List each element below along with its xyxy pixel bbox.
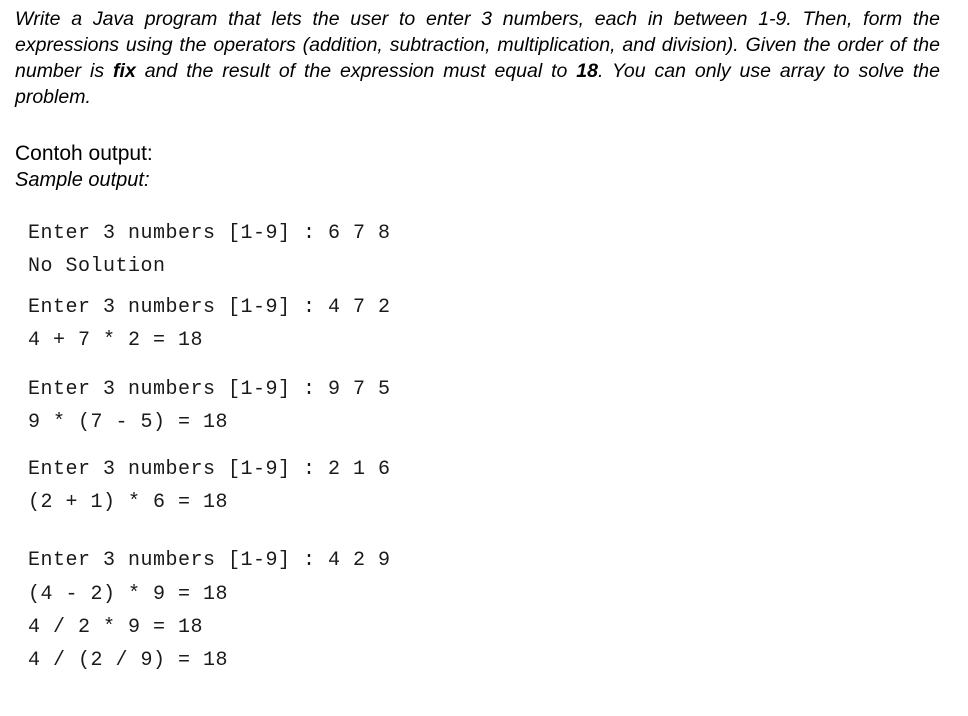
problem-text-2: and the result of the expression must equal to — [135, 60, 577, 82]
example-5-result-3: 4 / (2 / 9) = 18 — [28, 649, 229, 672]
problem-statement — [15, 6, 940, 110]
example-3-result-1: 9 * (7 - 5) = 18 — [28, 411, 229, 434]
example-3-prompt: Enter 3 numbers [1-9] : 9 7 5 — [28, 378, 391, 401]
example-2-prompt: Enter 3 numbers [1-9] : 4 7 2 — [28, 296, 391, 319]
sample-output-label: Sample output: — [15, 169, 150, 191]
contoh-output-label: Contoh output: — [15, 142, 153, 165]
problem-text-1: Write a Java program that lets the user to enter 3 numbers, each in between 1-9. Then, form the expressions using the operators (addition, subtraction, multiplication, and division). Given the order of the number is — [15, 8, 940, 82]
example-4-prompt: Enter 3 numbers [1-9] : 2 1 6 — [28, 458, 391, 481]
example-5-result-2: 4 / 2 * 9 = 18 — [28, 616, 204, 639]
example-2-result-1: 4 + 7 * 2 = 18 — [28, 329, 204, 352]
problem-text-3: . You can only use array to solve the problem. — [15, 60, 940, 108]
example-5-prompt: Enter 3 numbers [1-9] : 4 2 9 — [28, 549, 391, 572]
example-5-result-1: (4 - 2) * 9 = 18 — [28, 583, 229, 606]
problem-bold-18: 18 — [576, 60, 598, 82]
example-4-result-1: (2 + 1) * 6 = 18 — [28, 491, 229, 514]
example-1-result-1: No Solution — [28, 255, 166, 278]
example-1-prompt: Enter 3 numbers [1-9] : 6 7 8 — [28, 222, 391, 245]
problem-bold-fix: fix — [113, 60, 136, 82]
